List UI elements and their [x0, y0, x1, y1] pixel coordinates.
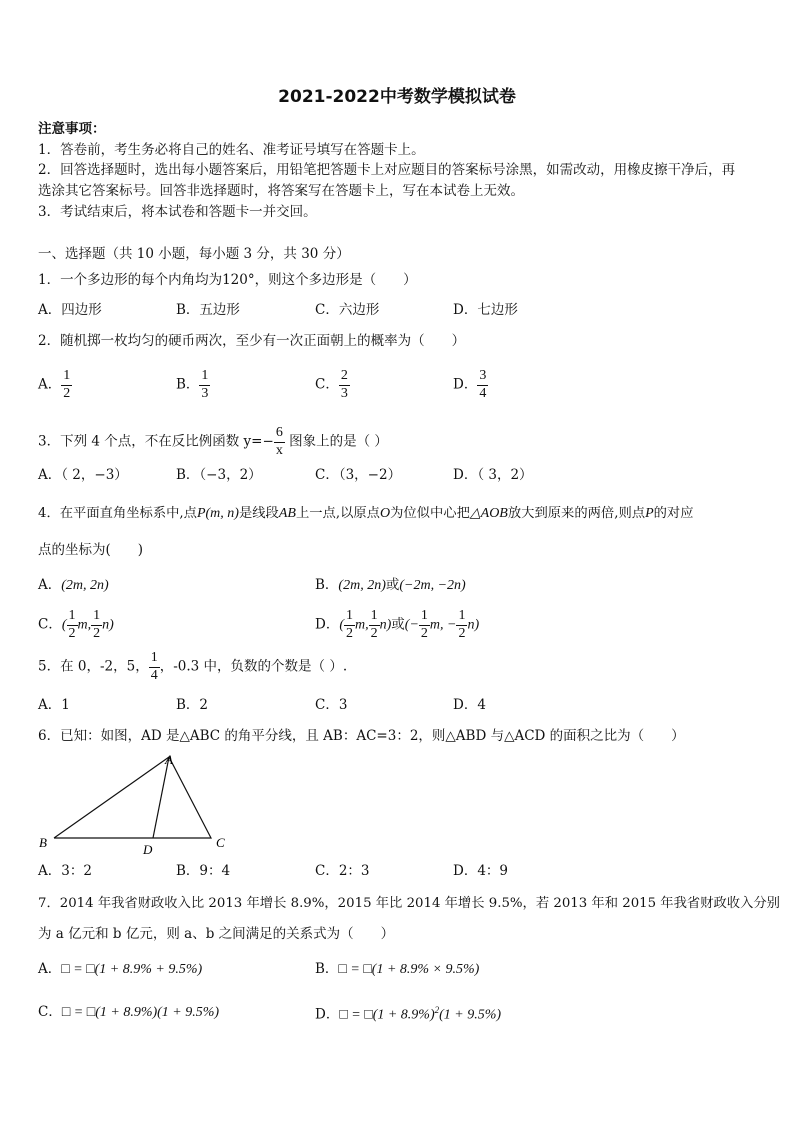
page-title: 2021-2022中考数学模拟试卷 — [278, 87, 516, 107]
q5-option-a: A．1 — [38, 697, 70, 713]
fraction: $\frac{2}{3}$ — [340, 368, 348, 401]
q6-option-a: A．3：2 — [38, 863, 92, 879]
fraction: $\frac{6}{x}$ — [275, 425, 283, 458]
q3-option-c: C．（3，−2） — [315, 467, 402, 483]
fraction: $\frac{1}{2}$ — [93, 608, 101, 641]
question-7-stem-cont: 为 a 亿元和 b 亿元，则 a、b 之间满足的关系式为（ ） — [38, 926, 395, 942]
triangle-figure — [36, 750, 236, 860]
question-4-stem: 4．在平面直角坐标系中,点P(m, n)是线段AB上一点,以原点O为位似中心把△AOB放大到原来的两倍,则点P的对应 — [38, 506, 694, 521]
section-heading: 一、选择题（共 10 小题，每小题 3 分，共 30 分） — [38, 246, 350, 262]
fraction: $\frac{1}{2}$ — [68, 608, 76, 641]
segment-ad — [153, 757, 169, 838]
point-label-d: D — [143, 842, 153, 857]
q3-option-b: B．（−3，2） — [176, 467, 262, 483]
q4-option-b: B．(2m, 2n)或(−2m, −2n) — [315, 577, 466, 593]
fraction: $\frac{1}{4}$ — [150, 650, 158, 683]
fraction: $\frac{1}{2}$ — [63, 368, 71, 401]
fraction: $\frac{1}{3}$ — [201, 368, 209, 401]
q7-option-c: C．□ = □(1 + 8.9%)(1 + 9.5%) — [38, 1004, 220, 1020]
q7-option-a: A．□ = □(1 + 8.9% + 9.5%) — [38, 961, 203, 977]
point-label-c: C — [216, 835, 225, 850]
fraction: $\frac{1}{2}$ — [458, 608, 466, 641]
question-1-stem: 1．一个多边形的每个内角均为120°，则这个多边形是（ ） — [38, 272, 417, 288]
q1-option-b: B．五边形 — [176, 302, 240, 318]
notice-item-3: 3．考试结束后，将本试卷和答题卡一并交回。 — [38, 204, 317, 220]
q4-option-a: A．(2m, 2n) — [38, 577, 109, 593]
q2-option-a: A． $\frac{1}{2}$ — [38, 368, 71, 401]
q6-option-b: B．9：4 — [176, 863, 231, 879]
q4-option-c: C．( $\frac{1}{2}$ m, $\frac{1}{2}$ n) — [38, 608, 114, 641]
q5-option-b: B．2 — [176, 697, 209, 713]
q1-option-d: D．七边形 — [453, 302, 518, 318]
q7-option-d: D．□ = □(1 + 8.9%)$^2$(1 + 9.5%) — [315, 1005, 502, 1023]
q3-option-a: A．（ 2，−3） — [38, 467, 128, 483]
question-3-stem: 3．下列 4 个点，不在反比例函数 y=− $\frac{6}{x}$ 图象上的是（ ） — [38, 425, 388, 458]
q5-option-c: C．3 — [315, 697, 348, 713]
q5-option-d: D．4 — [453, 697, 486, 713]
q2-option-c: C． $\frac{2}{3}$ — [315, 368, 348, 401]
question-2-stem: 2．随机掷一枚均匀的硬币两次，至少有一次正面朝上的概率为（ ） — [38, 333, 466, 349]
question-4-stem-cont: 点的坐标为( ) — [38, 542, 144, 558]
q6-option-c: C．2：3 — [315, 863, 370, 879]
question-7-stem: 7．2014 年我省财政收入比 2013 年增长 8.9%，2015 年比 2014 年增长 9.5%，若 2013 年和 2015 年我省财政收入分别 — [38, 896, 780, 911]
point-label-a: A — [165, 752, 173, 767]
notice-item-2: 2．回答选择题时，选出每小题答案后，用铅笔把答题卡上对应题目的答案标号涂黑，如需改动，用橡皮擦干净后，再 — [38, 162, 736, 178]
triangle-abc — [54, 757, 211, 838]
q2-option-d: D． $\frac{3}{4}$ — [453, 368, 487, 401]
q3-option-d: D．（ 3，2） — [453, 467, 533, 483]
question-5-stem: 5．在 0，-2，5， $\frac{1}{4}$ ，-0.3 中，负数的个数是（ ）. — [38, 650, 348, 683]
q2-option-b: B． $\frac{1}{3}$ — [176, 368, 209, 401]
q6-option-d: D．4：9 — [453, 863, 509, 879]
q1-option-c: C．六边形 — [315, 302, 380, 318]
notice-item-2-cont: 选涂其它答案标号。回答非选择题时，将答案写在答题卡上，写在本试卷上无效。 — [38, 183, 524, 199]
notice-item-1: 1．答卷前，考生务必将自己的姓名、准考证号填写在答题卡上。 — [38, 142, 425, 158]
fraction: $\frac{1}{2}$ — [346, 608, 353, 641]
fraction: $\frac{1}{2}$ — [370, 608, 378, 641]
question-6-stem: 6．已知：如图，AD 是△ABC 的角平分线，且 AB：AC=3：2，则△ABD 与△ACD 的面积之比为（ ） — [38, 728, 685, 744]
fraction: $\frac{3}{4}$ — [479, 368, 487, 401]
point-label-b: B — [39, 835, 47, 850]
fraction: $\frac{1}{2}$ — [420, 608, 428, 641]
q1-option-a: A．四边形 — [38, 302, 102, 318]
q4-option-d: D．( $\frac{1}{2}$ m, $\frac{1}{2}$ n)或(− $\frac{1}{2}$ m, − $\frac{1}{2}$ n) — [315, 608, 480, 641]
q7-option-b: B．□ = □(1 + 8.9% × 9.5%) — [315, 961, 480, 977]
notice-heading: 注意事项： — [38, 121, 106, 137]
